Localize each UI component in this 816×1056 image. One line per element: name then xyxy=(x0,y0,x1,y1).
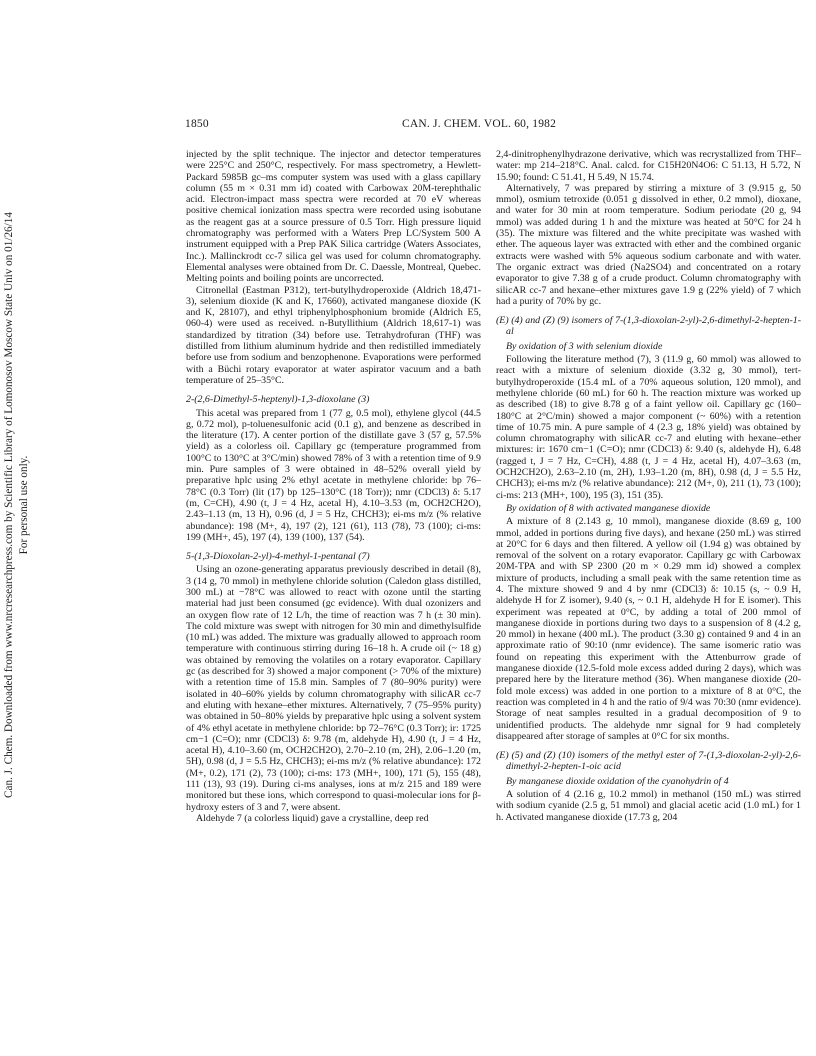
section-heading: 5-(1,3-Dioxolan-2-yl)-4-methyl-1-pentanal (7) xyxy=(186,551,370,563)
paragraph: This acetal was prepared from 1 (77 g, 0.5 mol), ethylene glycol (44.5 g, 0.72 mol), p-toluenesulfonic acid (0.1 g), and benzene as described in the literature (17). A center portion of the distillate gave 3 (57 g, 57.5% yield) as a colorless oil. Capillary gc (temperature programmed from 100°C to 130°C at 3°C/min) showed 78% of 3 with a retention time of 9.9 min. Pure samples of 3 were obtained in 48–52% overall yield by preparative hplc using 2% ethyl acetate in methylene chloride: bp 76–78°C (0.3 Torr) (lit (17) bp 125–130°C (18 Torr)); nmr (CDCl3) δ: 5.17 (m, C=CH), 4.90 (t, J = 4 Hz, acetal H), 4.10–3.53 (m, OCH2CH2O), 2.43–1.13 (m, 13 H), 0.96 (d, J = 5 Hz, CHCH3); ei-ms m/z (% relative abundance): 198 (M+, 4), 197 (2), 121 (61), 113 (78), 73 (100); ci-ms: 199 (MH+, 45), 197 (4), 139 (100), 137 (54). xyxy=(186,407,481,543)
paragraph: 2,4-dinitrophenylhydrazone derivative, which was recrystallized from THF–water: mp 214–218°C. Anal. calcd. for C15H20N4O6: C 51.13, H 5.72, N 15.90; found: C 51.41, H 5.49, N 15.74. xyxy=(496,149,801,183)
subsection-heading: By oxidation of 8 with activated manganese dioxide xyxy=(506,502,711,514)
download-watermark xyxy=(2,160,36,850)
paragraph: Aldehyde 7 (a colorless liquid) gave a crystalline, deep red xyxy=(196,812,429,824)
paragraph: Using an ozone-generating apparatus previously described in detail (8), 3 (14 g, 70 mmol) in methylene chloride solution (Caledon glass distilled, 300 mL) at −78°C was allowed to react with ozone until the starting material had just been consumed (gc evidence). With dual ozonizers and an oxygen flow rate of 12 L/h, the time of reaction was 7 h (± 30 min). The cold mixture was swept with nitrogen for 30 min and dimethylsulfide (10 mL) was added. The mixture was gradually allowed to approach room temperature with continuous stirring during 16–18 h. A crude oil (~ 18 g) was obtained by removing the volatiles on a rotary evaporator. Capillary gc (as described for 3) showed a major component (> 70% of the mixture) with a retention time of 15.8 min. Samples of 7 (80–90% purity) were isolated in 40–60% yields by column chromatography with silicAR cc-7 and eluting with hexane–ether mixtures. Alternatively, 7 (75–95% purity) was obtained in 50–80% yields by preparative hplc using a solvent system of 4% ethyl acetate in methylene chloride: bp 72–76°C (0.3 Torr); ir: 1725 cm−1 (C=O); nmr (CDCl3) δ: 9.78 (m, aldehyde H), 4.90 (t, J = 4 Hz, acetal H), 4.10–3.60 (m, OCH2CH2O), 2.70–2.10 (m, 2H), 2.06–1.20 (m, 5H), 0.98 (d, J = 5.5 Hz, CHCH3); ei-ms m/z (% relative abundance): 172 (M+, 0.2), 171 (2), 73 (100); ci-ms: 173 (MH+, 100), 171 (5), 155 (48), 111 (13), 93 (19). During ci-ms analyses, ions at m/z 215 and 189 were monitored but these ions, which correspond to quasi-molecular ions for β-hydroxy esters of 3 and 7, were absent. xyxy=(186,564,481,813)
right-column xyxy=(496,149,801,823)
paragraph: A mixture of 8 (2.143 g, 10 mmol), manganese dioxide (8.69 g, 100 mmol, added in portions during five days), and hexane (250 mL) was stirred at 20°C for 6 days and then filtered. A yellow oil (1.94 g) was obtained by removal of the solvent on a rotary evaporator. Capillary gc with Carbowax 20M-TPA and with SP 2300 (20 m × 0.29 mm id) showed a complex mixture of products, including a small peak with the same retention time as 4. The mixture showed 9 and 4 by nmr (CDCl3) δ: 10.15 (s, ~ 0.9 H, aldehyde H for Z isomer), 9.40 (s, ~ 0.1 H, aldehyde H for E isomer). This experiment was repeated at 0°C, by adding a total of 200 mmol of manganese dioxide in portions during two days to a suspension of 8 (4.2 g, 20 mmol) in hexane (400 mL). The product (3.30 g) contained 9 and 4 in an approximate ratio of 90:10 (nmr evidence). The same isomeric ratio was found on repeating this experiment with the Attenburrow grade of manganese dioxide (12.5-fold mole excess added during 2 days), which was prepared here by the literature method (36). When manganese dioxide (20-fold mole excess) was added in one portion to a mixture of 8 at 0°C, the reaction was completed in 4 h and the ratio of 9/4 was 70:30 (nmr evidence). Storage of neat samples resulted in a gradual decomposition of 9 to unidentified products. The aldehyde nmr signal for 9 had completely disappeared after storage of samples at 0°C for six months. xyxy=(496,516,801,742)
left-column xyxy=(186,149,481,824)
paragraph: injected by the split technique. The injector and detector temperatures were 225°C and 250°C, respectively. For mass spectrometry, a Hewlett-Packard 5985B gc–ms computer system was used with a glass capillary column (55 m × 0.31 mm id) coated with Carbowax 20M-terephthalic acid. Electron-impact mass spectra were recorded at 70 eV whereas positive chemical ionization mass spectra were recorded using isobutane as the reagent gas at a source pressure of 0.5 Torr. High pressure liquid chromatography was performed with a Waters Prep LC/System 500 A instrument equipped with a Prep PAK Silica cartridge (Waters Associates, Inc.). Mallinckrodt cc-7 silica gel was used for column chromatography. Elemental analyses were obtained from Dr. C. Daessle, Montreal, Quebec. Melting points and boiling points are uncorrected. xyxy=(186,149,481,285)
section-heading: (E) (5) and (Z) (10) isomers of the methyl ester of 7-(1,3-dioxolan-2-yl)-2,6-dimethyl-2-hepten-1-oic acid xyxy=(496,750,801,773)
paragraph: Following the literature method (7), 3 (11.9 g, 60 mmol) was allowed to react with a mixture of selenium dioxide (3.32 g, 30 mmol), tert-butylhydroperoxide (15.4 mL of a 70% aqueous solution, 120 mmol), and methylene chloride (60 mL) for 60 h. The reaction mixture was worked up as described (18) to give 8.78 g of a faint yellow oil. Capillary gc (160–180°C at 2°C/min) showed a major component (~ 60%) with a retention time of 10.75 min. A pure sample of 4 (2.3 g, 18% yield) was obtained by column chromatography with silicAR cc-7 and eluting with hexane–ether mixtures: ir: 1670 cm−1 (C=O); nmr (CDCl3) δ: 9.40 (s, aldehyde H), 6.48 (ragged t, J = 7 Hz, C=CH), 4.88 (t, J = 4 Hz, acetal H), 4.07–3.63 (m, OCH2CH2O), 2.63–2.10 (m, 2H), 1.93–1.20 (m, 8H), 0.98 (d, J = 5.5 Hz, CHCH3); ei-ms m/z (% relative abundance): 212 (M+, 0), 211 (1), 73 (100); ci-ms: 213 (MH+, 100), 195 (3), 151 (35). xyxy=(496,354,801,501)
paragraph: Citronellal (Eastman P312), tert-butylhydroperoxide (Aldrich 18,471-3), selenium dioxide (K and K, 17660), activated manganese dioxide (K and K, 28107), and ethyl triphenylphosphonium bromide (Aldrich E5, 060-4) were used as received. n-Butyllithium (Aldrich 18,617-1) was standardized by titration (34) before use. Tetrahydrofuran (THF) was distilled from lithium aluminum hydride and then redistilled immediately before use from sodium and benzophenone. Evaporations were performed with a Büchi rotary evaporator at water aspirator vacuum and a bath temperature of 25–35°C. xyxy=(186,284,481,386)
page-number: 1850 xyxy=(185,118,209,130)
journal-citation: CAN. J. CHEM. VOL. 60, 1982 xyxy=(402,118,557,130)
paragraph: Alternatively, 7 was prepared by stirring a mixture of 3 (9.915 g, 50 mmol), osmium tetroxide (0.051 g dissolved in ether, 0.2 mmol), dioxane, and water for 30 min at room temperature. Sodium periodate (20 g, 94 mmol) was added during 1 h and the mixture was heated at 50°C for 24 h (35). The mixture was filtered and the white precipitate was washed with ether. The aqueous layer was extracted with ether and the combined organic extracts were washed with 5% aqueous sodium carbonate and with water. The organic extract was dried (Na2SO4) and concentrated on a rotary evaporator to give 7.38 g of a crude product. Column chromatography with silicAR cc-7 and hexane–ether mixtures gave 1.9 g (22% yield) of 7 which had a purity of 70% by gc. xyxy=(496,182,801,307)
running-header xyxy=(185,118,805,134)
watermark-line-1: Can. J. Chem. Downloaded from www.nrcresearchpress.com by Scientific Library of Lomonosov Moscow State Univ on 01/26/14 xyxy=(3,212,15,798)
subsection-heading: By oxidation of 3 with selenium dioxide xyxy=(506,340,663,352)
section-heading: (E) (4) and (Z) (9) isomers of 7-(1,3-dioxolan-2-yl)-2,6-dimethyl-2-hepten-1-al xyxy=(496,315,801,338)
section-heading: 2-(2,6-Dimethyl-5-heptenyl)-1,3-dioxolane (3) xyxy=(186,394,370,406)
watermark-line-2: For personal use only. xyxy=(18,455,30,555)
subsection-heading: By manganese dioxide oxidation of the cyanohydrin of 4 xyxy=(506,775,729,787)
paragraph: A solution of 4 (2.16 g, 10.2 mmol) in methanol (150 mL) was stirred with sodium cyanide (2.5 g, 51 mmol) and glacial acetic acid (1.0 mL) for 1 h. Activated manganese dioxide (17.73 g, 204 xyxy=(496,789,801,823)
